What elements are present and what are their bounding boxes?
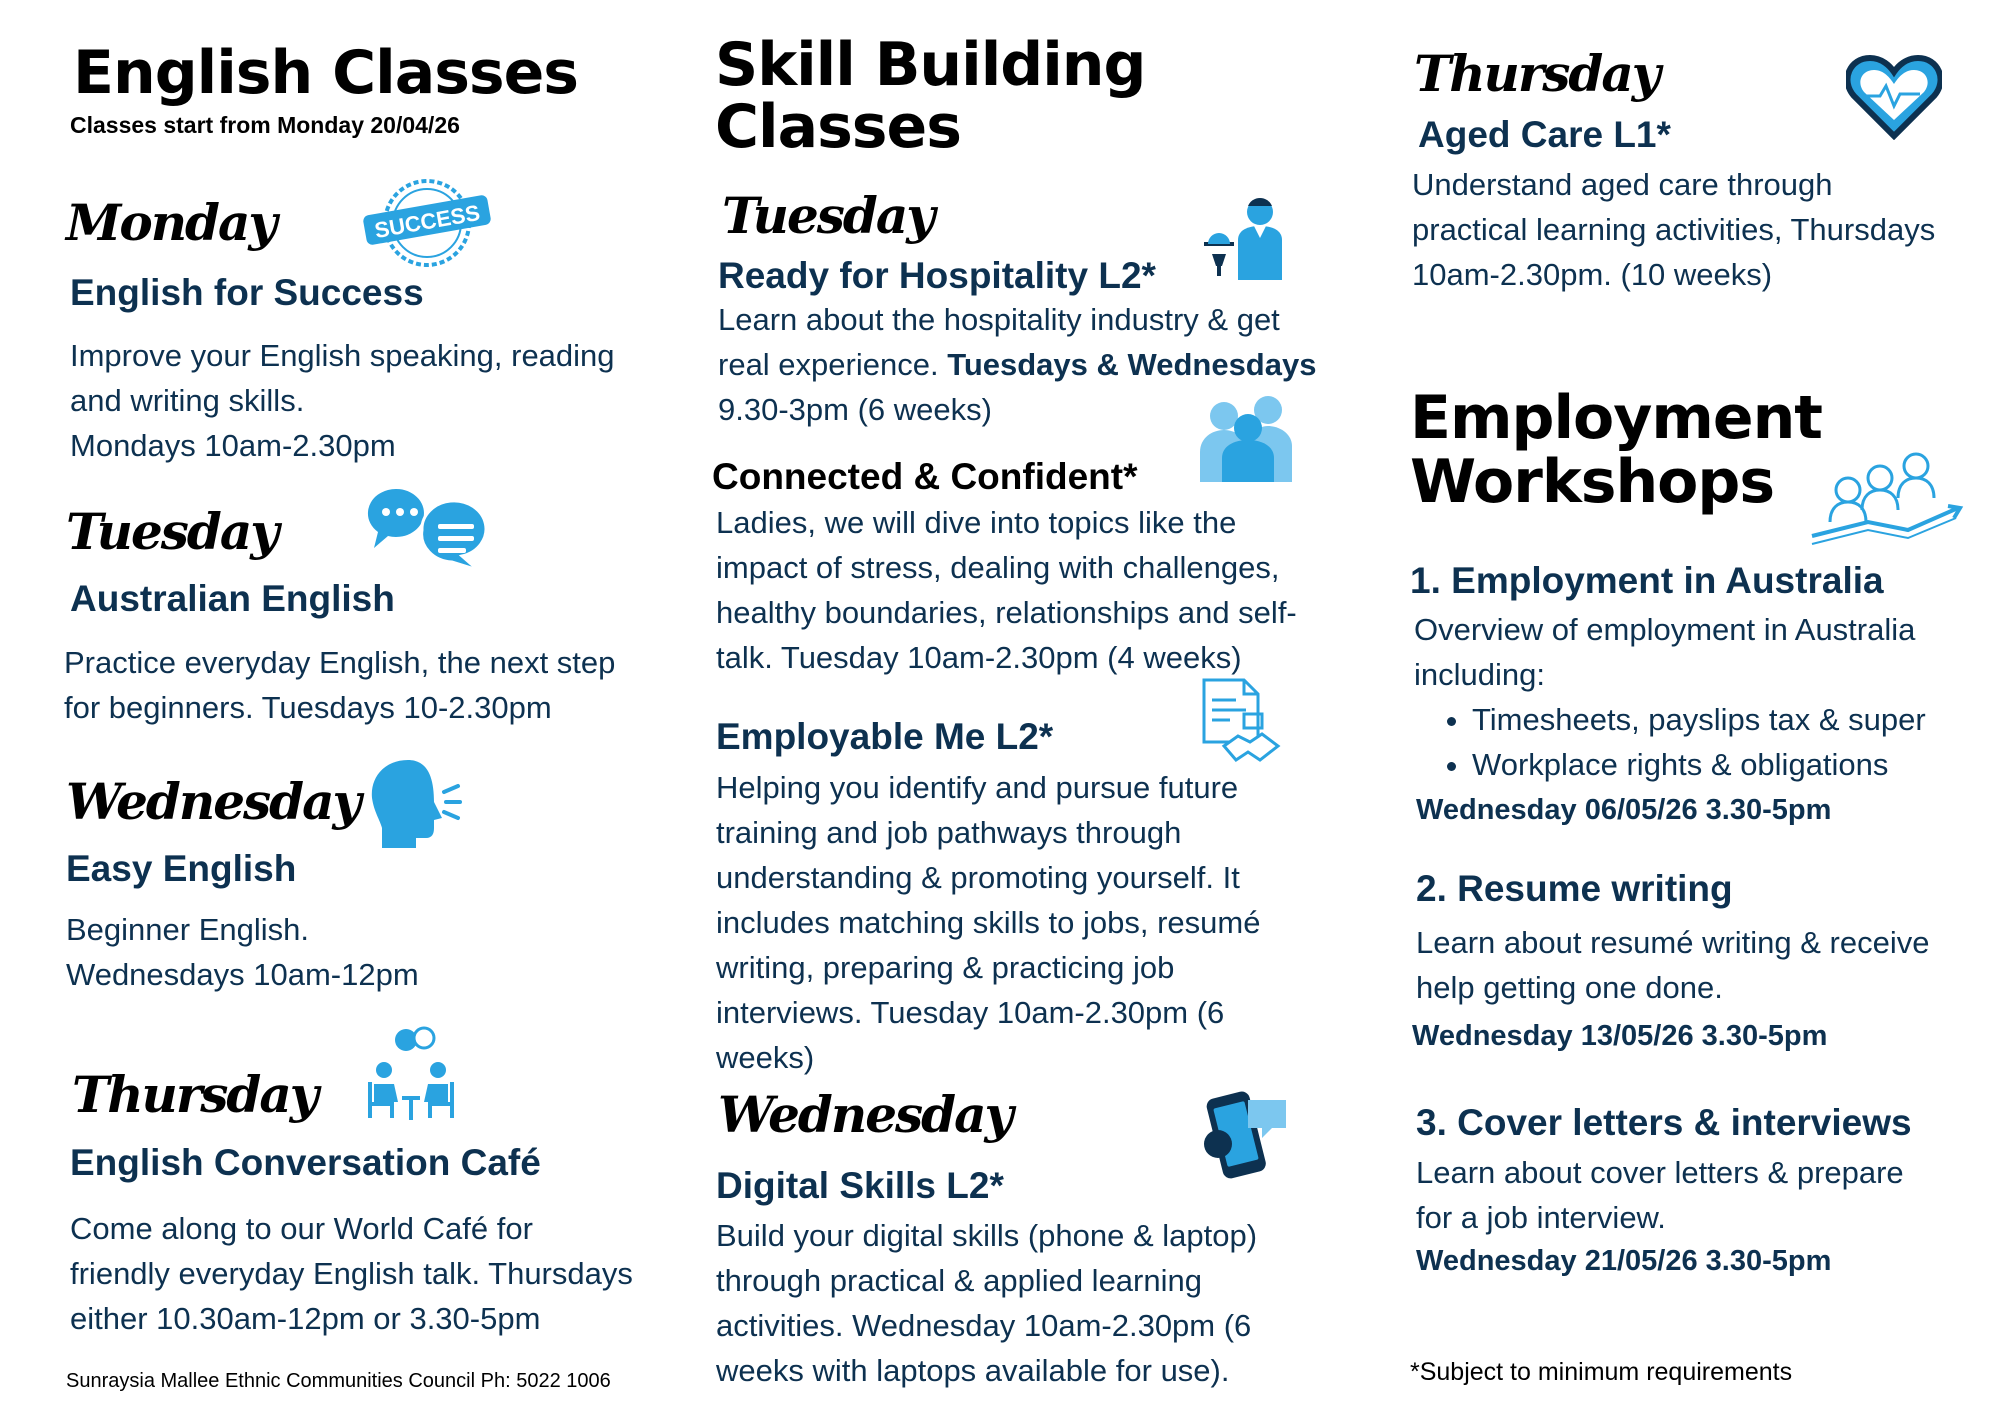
course-description-digital-skills: Build your digital skills (phone & laptop) through practical & applied learning activities. Wednesday 10am-2.30pm (6 weeks with laptops available for use). (716, 1218, 1258, 1388)
course-aged-care: Aged Care L1* (1418, 114, 1671, 155)
list-item: • Workplace rights & obligations (1472, 742, 1926, 787)
day-heading-wednesday-skills: Wednesday (718, 1085, 1012, 1144)
success-stamp-icon (362, 175, 492, 270)
employment-workshops-title: Employment Workshops (1410, 383, 1822, 517)
course-description-conversation-cafe: Come along to our World Café for friendly everyday English talk. Thursdays either 10.30am-12pm or 3.30-5pm (70, 1211, 633, 1336)
course-description-employable-me: Helping you identify and pursue future training and job pathways through understanding & promoting yourself. It includes matching skills to jobs, resumé writing, preparing & practicing job interviews. Tuesday 10am-2.30pm (6 weeks) (716, 770, 1261, 1075)
course-description-australian-english: Practice everyday English, the next step for beginners. Tuesdays 10-2.30pm (64, 645, 616, 725)
course-australian-english: Australian English (70, 578, 395, 619)
workshop-topics-list (1414, 697, 1926, 787)
chat-bubbles-icon (362, 484, 490, 574)
course-description-hospitality: Learn about the hospitality industry & get real experience. Tuesdays & Wednesdays 9.30-3pm (6 weeks) (718, 302, 1317, 427)
classes-start-note: Classes start from Monday 20/04/26 (70, 112, 460, 138)
course-digital-skills: Digital Skills L2* (716, 1165, 1004, 1206)
workshop-resume-writing: 2. Resume writing (1416, 868, 1733, 909)
workshop-date-3: Wednesday 21/05/26 3.30-5pm (1416, 1245, 1832, 1277)
course-description-english-for-success: Improve your English speaking, reading and writing skills. Mondays 10am-2.30pm (70, 338, 615, 463)
skill-building-title: Skill Building Classes (715, 30, 1146, 162)
footnote-minimum-requirements: *Subject to minimum requirements (1410, 1358, 1793, 1386)
course-english-conversation-cafe: English Conversation Café (70, 1142, 541, 1183)
course-connected-confident: Connected & Confident* (712, 456, 1138, 497)
day-heading-wednesday: Wednesday (66, 772, 360, 831)
day-heading-thursday-skills: Thursday (1414, 44, 1659, 103)
speaking-head-icon (364, 756, 464, 852)
heart-pulse-icon (1846, 54, 1942, 140)
workshop-description-resume: Learn about resumé writing & receive help getting one done. (1416, 925, 1930, 1005)
waiter-icon (1198, 194, 1290, 284)
women-group-icon (1198, 392, 1294, 482)
day-heading-tuesday: Tuesday (66, 502, 278, 561)
document-handshake-icon (1200, 676, 1286, 764)
course-description-easy-english: Beginner English. Wednesdays 10am-12pm (66, 912, 419, 992)
growth-team-icon (1808, 452, 1966, 548)
list-item: • Timesheets, payslips tax & super (1472, 697, 1926, 742)
success-badge-text: SUCCESS (372, 199, 482, 244)
workshop-description-employment: Overview of employment in Australia including: • Timesheets, payslips tax & super • Workplace rights & obligations (1414, 607, 1926, 787)
course-easy-english: Easy English (66, 848, 297, 889)
organisation-footer: Sunraysia Mallee Ethnic Communities Council Ph: 5022 1006 (66, 1370, 611, 1392)
day-heading-monday: Monday (66, 193, 276, 252)
course-description-connected-confident: Ladies, we will dive into topics like the impact of stress, dealing with challenges, healthy boundaries, relationships and self- talk. Tuesday 10am-2.30pm (4 weeks) (716, 505, 1297, 675)
workshop-date-1: Wednesday 06/05/26 3.30-5pm (1416, 794, 1832, 826)
english-classes-title: English Classes (73, 38, 579, 108)
day-heading-thursday: Thursday (72, 1065, 317, 1124)
smartphone-chat-icon (1200, 1086, 1290, 1182)
workshop-date-2: Wednesday 13/05/26 3.30-5pm (1412, 1020, 1828, 1052)
course-english-for-success: English for Success (70, 272, 424, 313)
workshop-employment-in-australia: 1. Employment in Australia (1410, 560, 1884, 601)
conversation-people-icon (364, 1026, 458, 1130)
workshop-description-cover-letters: Learn about cover letters & prepare for a job interview. (1416, 1155, 1904, 1235)
course-employable-me: Employable Me L2* (716, 716, 1054, 757)
course-description-aged-care: Understand aged care through practical learning activities, Thursdays 10am-2.30pm. (10 weeks) (1412, 167, 1936, 292)
day-heading-tuesday-skills: Tuesday (722, 186, 934, 245)
course-ready-for-hospitality: Ready for Hospitality L2* (718, 255, 1156, 296)
workshop-cover-letters: 3. Cover letters & interviews (1416, 1102, 1912, 1143)
